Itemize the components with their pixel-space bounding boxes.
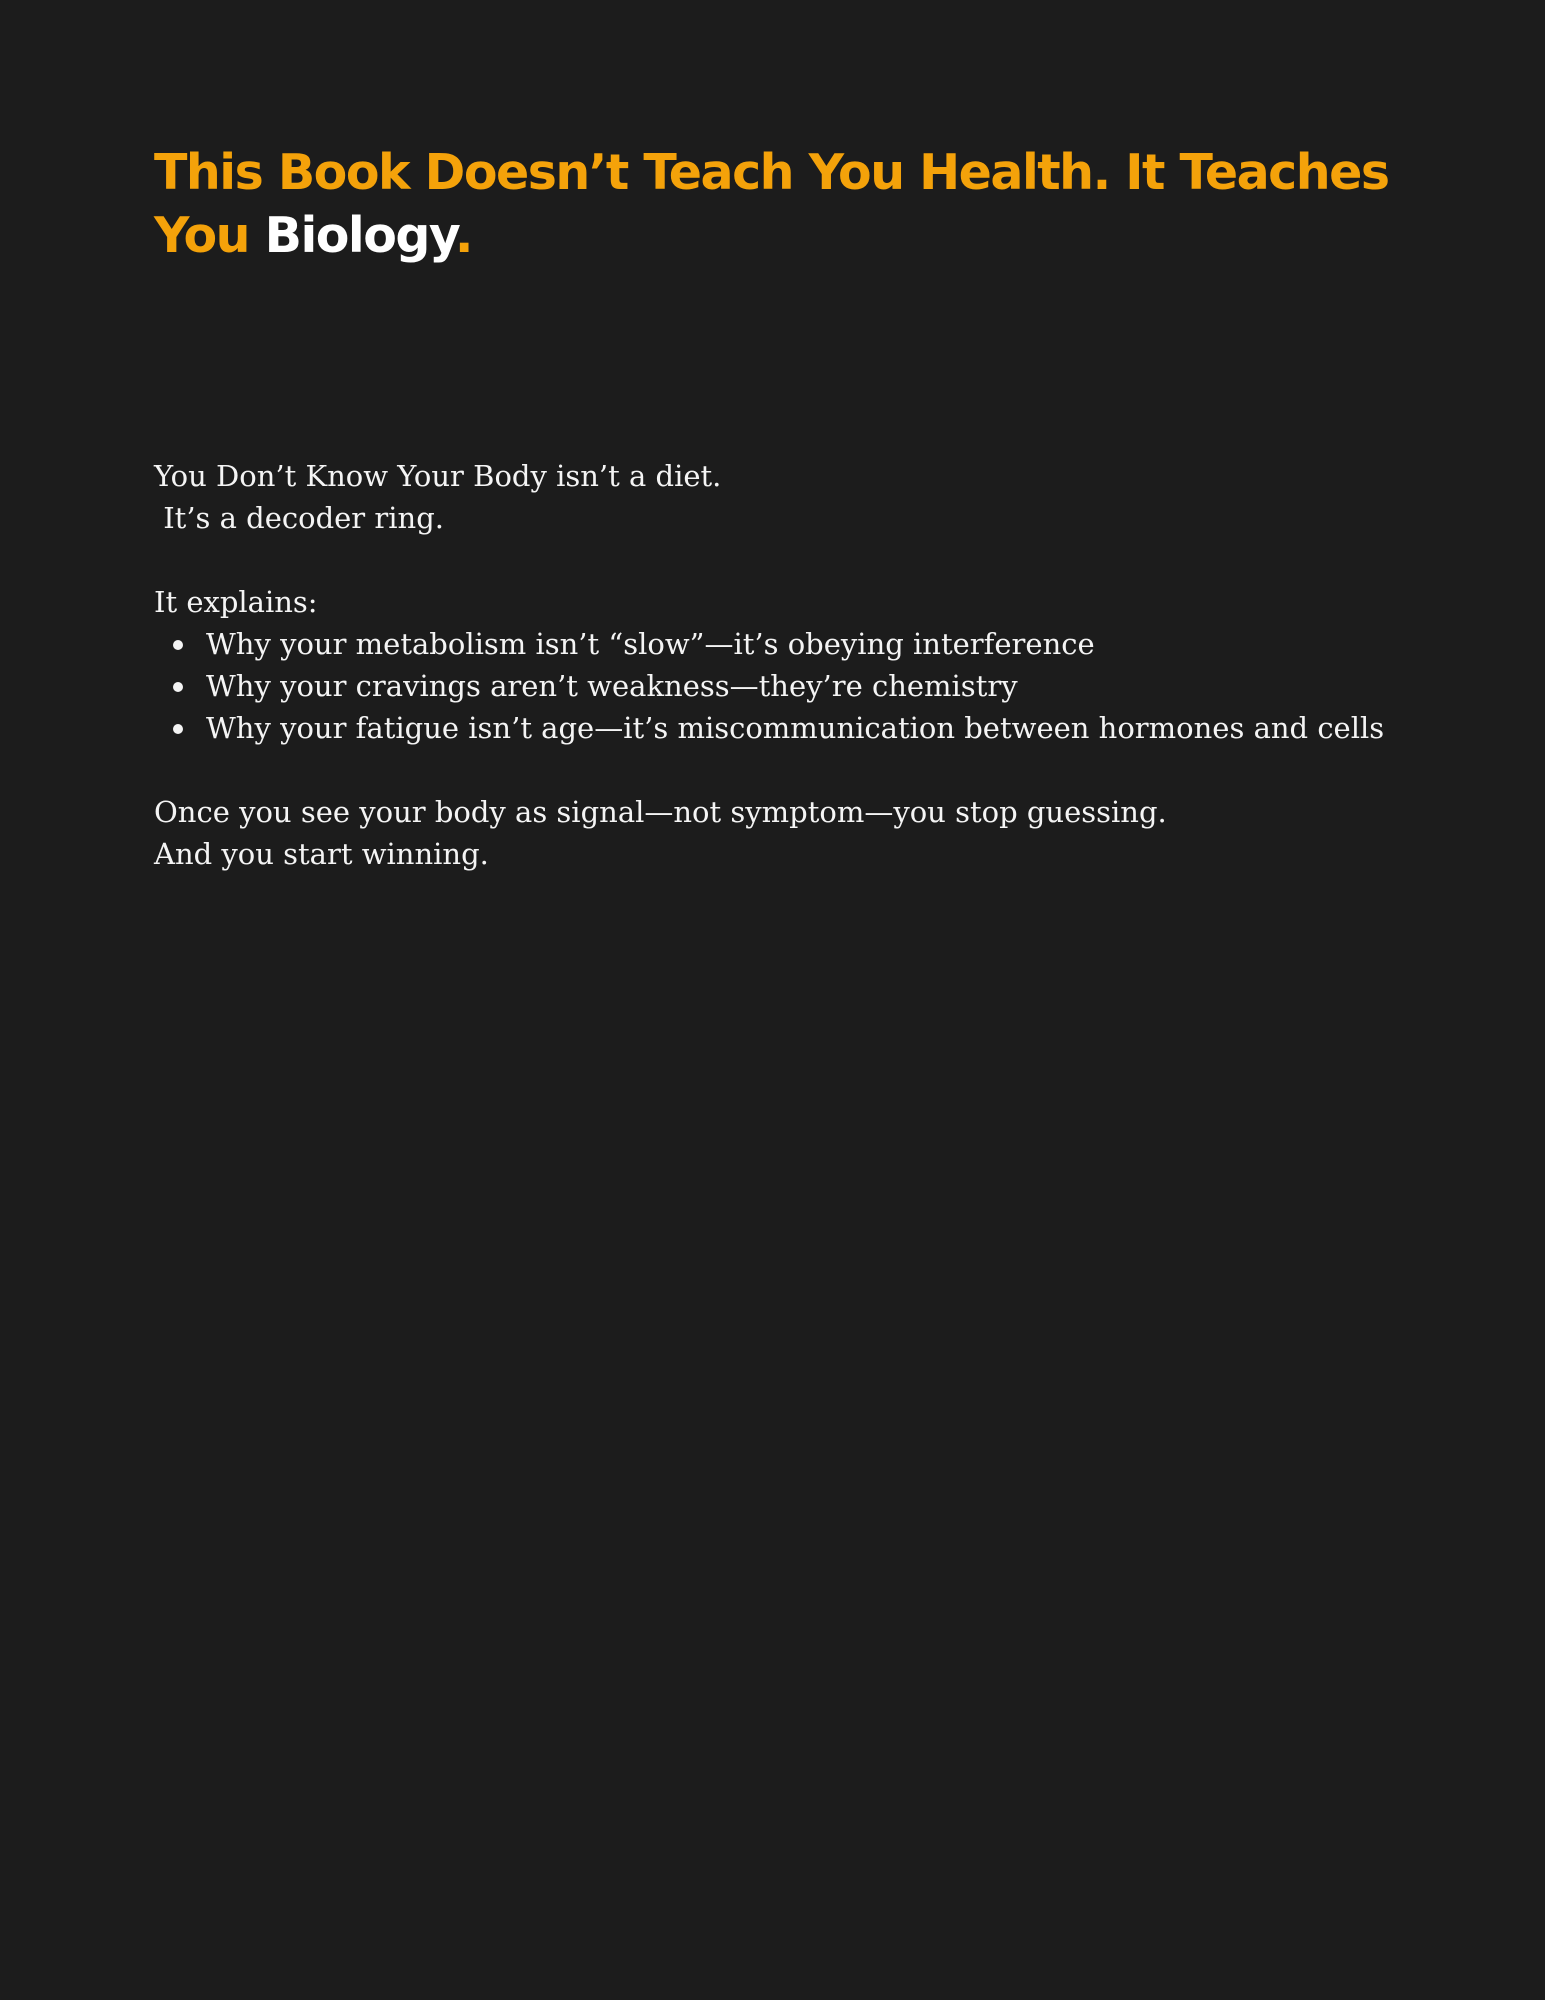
intro-line-2: It’s a decoder ring. <box>154 501 444 535</box>
list-item <box>154 665 1414 707</box>
list-item <box>154 623 1414 665</box>
headline-part-2: Biology <box>264 207 455 264</box>
explains-label: It explains: <box>154 585 318 619</box>
closing-line-2: And you start winning. <box>154 837 489 871</box>
page <box>154 0 1414 2000</box>
list-item <box>154 707 1414 749</box>
list-item-text: Why your cravings aren’t weakness—they’re chemistry <box>206 669 1018 703</box>
headline <box>154 141 1414 267</box>
list-item-text: Why your metabolism isn’t “slow”—it’s obeying interference <box>206 627 1095 661</box>
intro-line-1: You Don’t Know Your Body isn’t a diet. <box>154 459 722 493</box>
bullet-icon <box>173 724 183 734</box>
bullet-icon <box>173 682 183 692</box>
spacer <box>154 539 1414 581</box>
body-text <box>154 455 1414 875</box>
headline-period: . <box>454 207 473 264</box>
list-item-text: Why your fatigue isn’t age—it’s miscommunication between hormones and cells <box>206 711 1385 745</box>
bullet-icon <box>173 640 183 650</box>
explains-list <box>154 623 1414 749</box>
spacer <box>154 749 1414 791</box>
headline-part-1: This Book Doesn’t Teach You Health. It Teaches You <box>154 144 1389 264</box>
closing-line-1: Once you see your body as signal—not symptom—you stop guessing. <box>154 795 1167 829</box>
